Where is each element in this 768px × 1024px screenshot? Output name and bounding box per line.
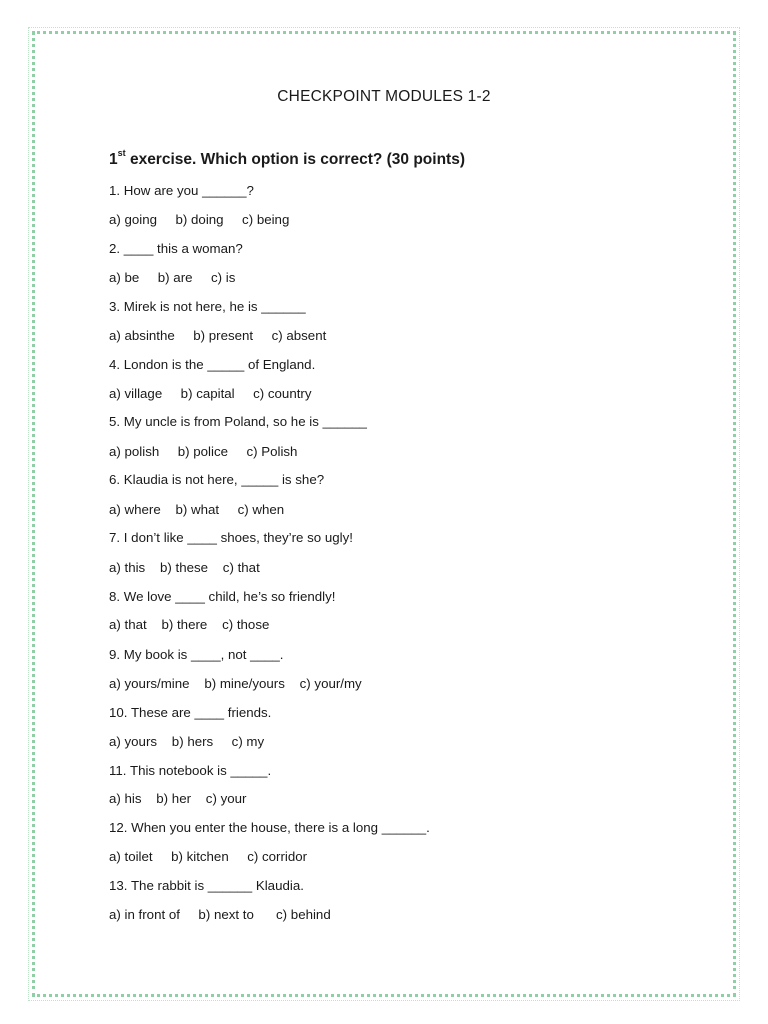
exercise-number: 1: [109, 151, 118, 169]
question-line: 5. My uncle is from Poland, so he is ______: [109, 414, 367, 429]
question-line: 6. Klaudia is not here, _____ is she?: [109, 472, 325, 487]
question-line: 7. I don’t like ____ shoes, they’re so ugly!: [109, 530, 353, 545]
options-line: a) absinthe b) present c) absent: [109, 328, 327, 343]
options-line: a) be b) are c) is: [109, 270, 236, 285]
question-line: 11. This notebook is _____.: [109, 763, 272, 778]
options-line: a) in front of b) next to c) behind: [109, 907, 331, 922]
question-line: 1. How are you ______?: [109, 183, 254, 198]
exercise-heading: [109, 150, 465, 169]
options-line: a) that b) there c) those: [109, 617, 270, 632]
question-line: 10. These are ____ friends.: [109, 705, 272, 720]
question-line: 3. Mirek is not here, he is ______: [109, 299, 306, 314]
options-line: a) yours/mine b) mine/yours c) your/my: [109, 676, 362, 691]
exercise-ordinal-suffix: st: [117, 148, 126, 158]
options-line: a) toilet b) kitchen c) corridor: [109, 849, 308, 864]
question-line: 8. We love ____ child, he’s so friendly!: [109, 589, 336, 604]
exercise-heading-text: exercise. Which option is correct? (30 points): [125, 151, 465, 169]
options-line: a) his b) her c) your: [109, 791, 247, 806]
options-line: a) going b) doing c) being: [109, 212, 290, 227]
options-line: a) this b) these c) that: [109, 560, 260, 575]
question-line: 2. ____ this a woman?: [109, 241, 243, 256]
options-line: a) yours b) hers c) my: [109, 734, 265, 749]
question-line: 4. London is the _____ of England.: [109, 357, 316, 372]
options-line: a) polish b) police c) Polish: [109, 444, 298, 459]
question-line: 9. My book is ____, not ____.: [109, 647, 284, 662]
options-line: a) where b) what c) when: [109, 502, 285, 517]
question-line: 12. When you enter the house, there is a long ______.: [109, 820, 430, 835]
question-line: 13. The rabbit is ______ Klaudia.: [109, 878, 304, 893]
options-line: a) village b) capital c) country: [109, 386, 312, 401]
document-title: CHECKPOINT MODULES 1-2: [277, 88, 491, 105]
